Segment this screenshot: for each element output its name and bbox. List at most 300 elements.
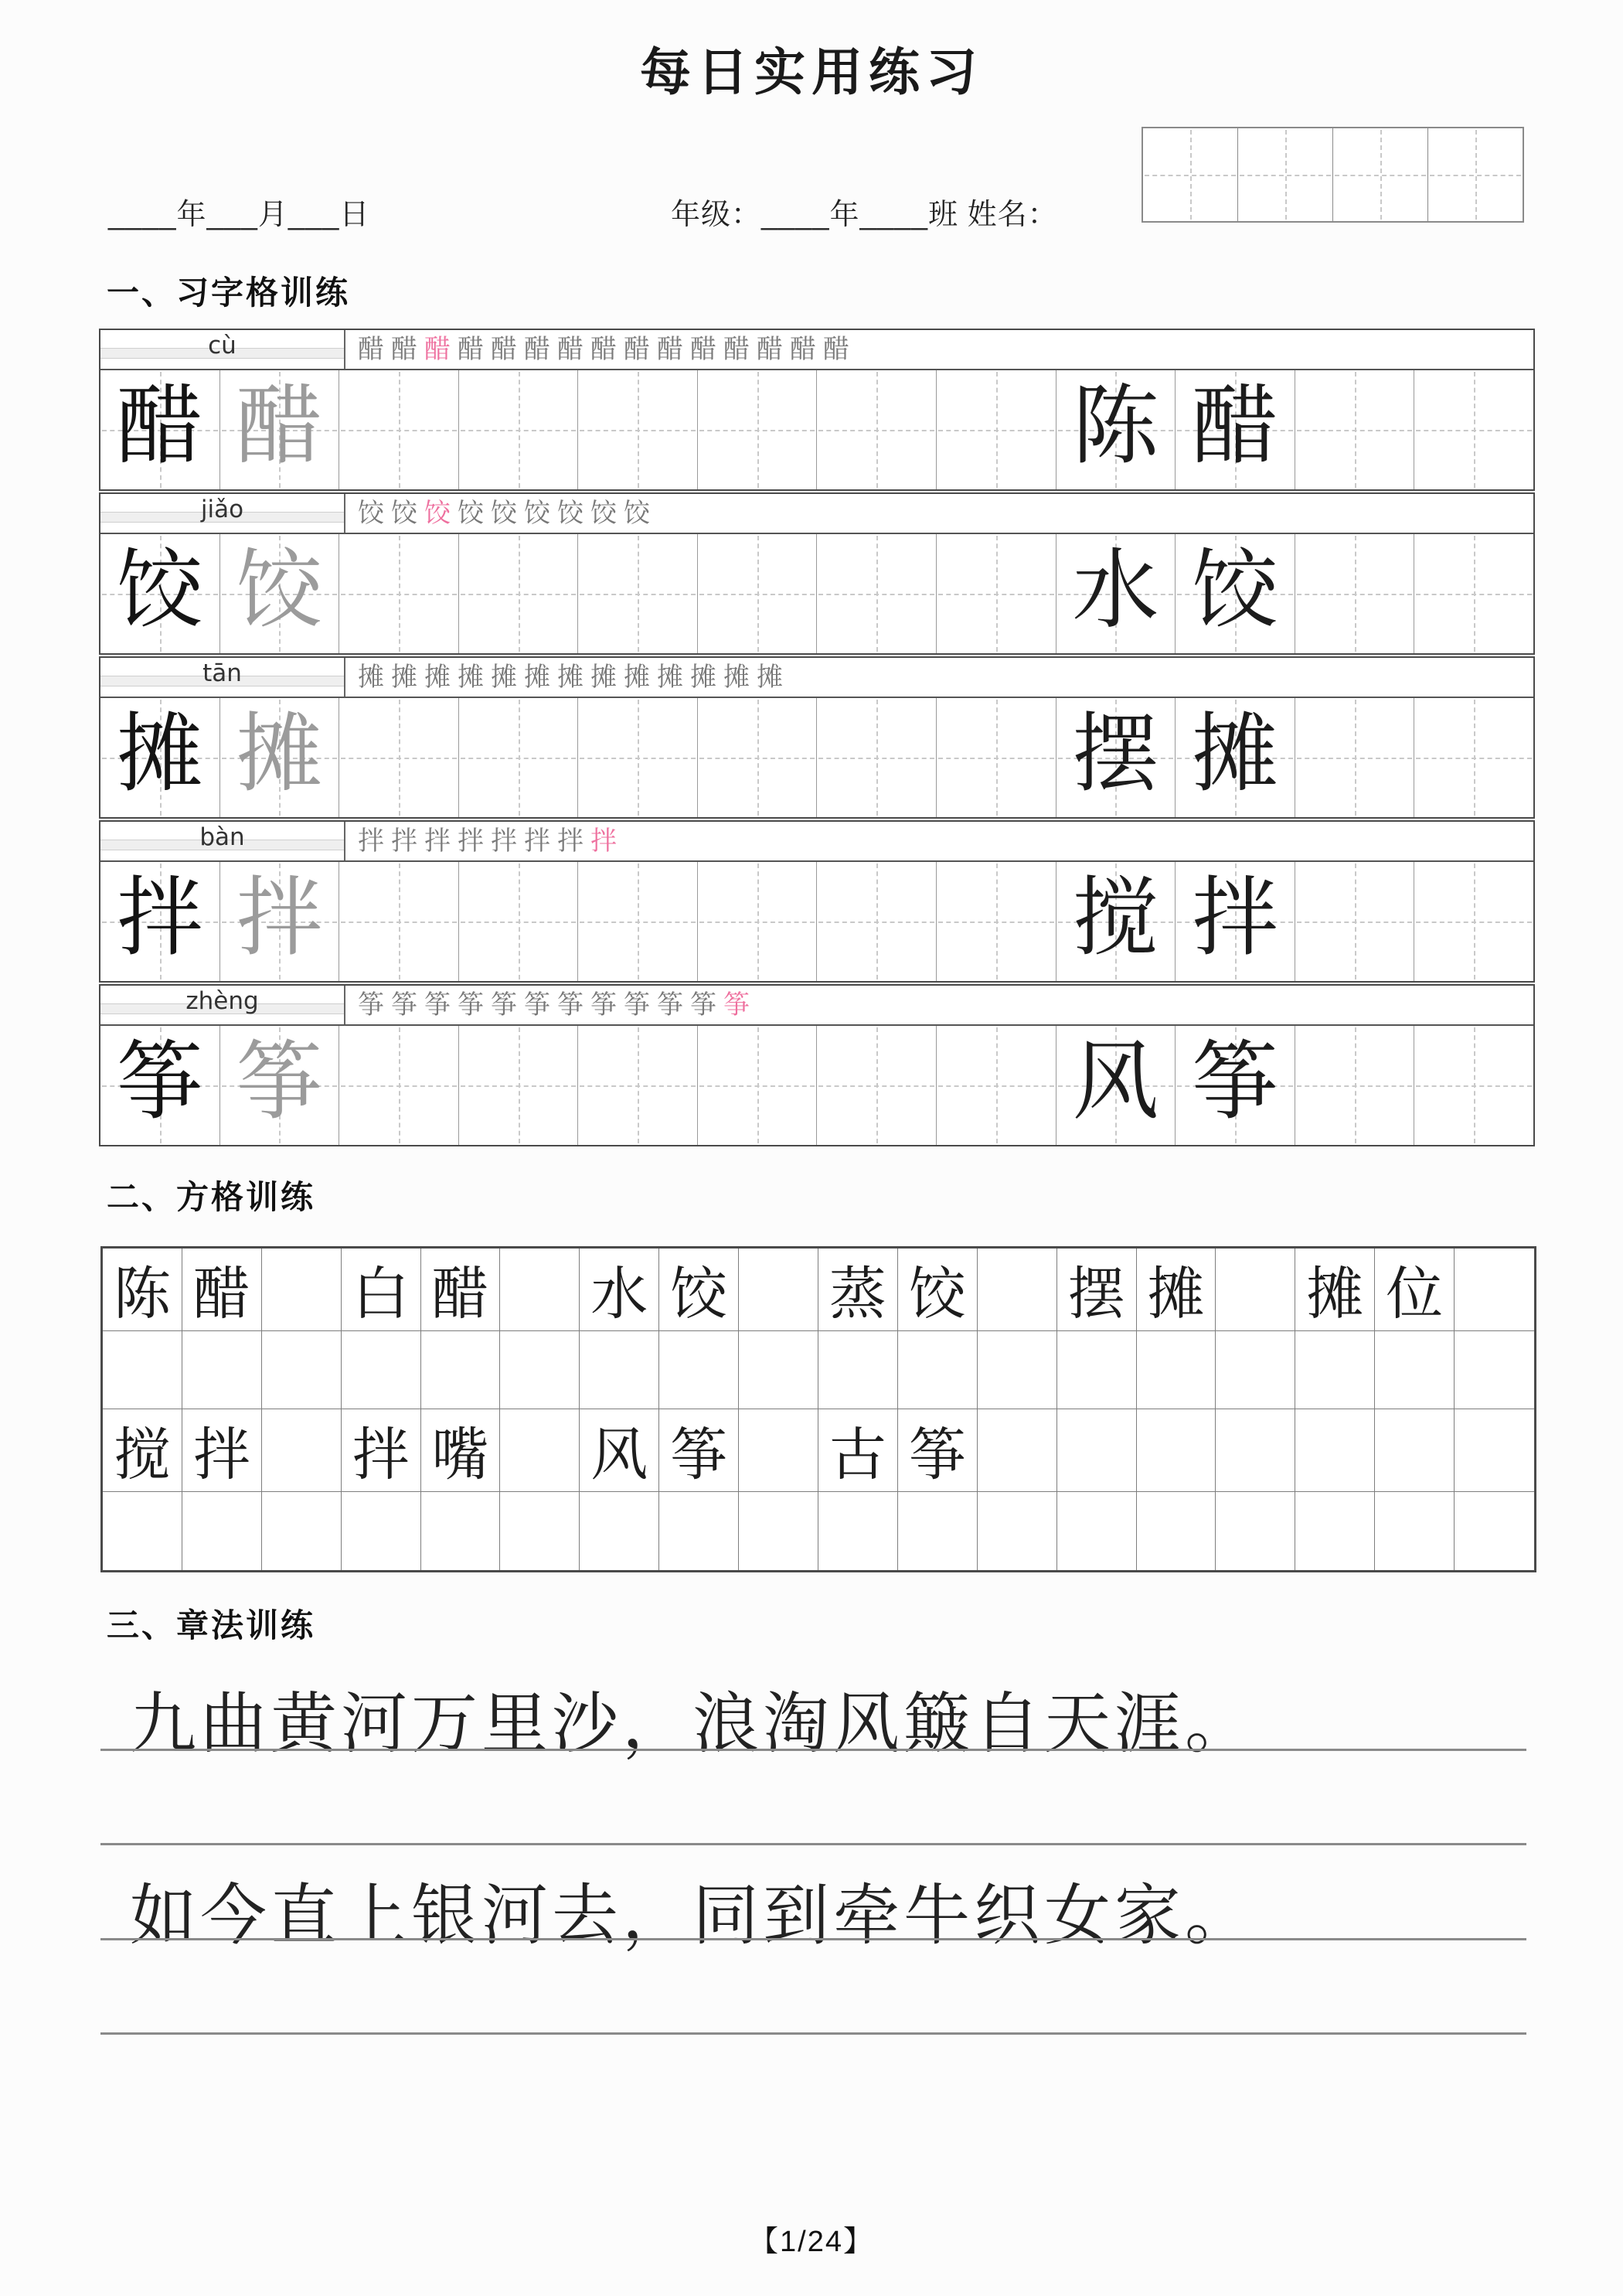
cell-horizontal-dashed-midline <box>1430 175 1521 176</box>
stroke-order-sequence <box>345 494 1533 533</box>
cell-horizontal-dashed-midline <box>1240 175 1331 176</box>
section2-title: 二、方格训练 <box>107 1179 316 1215</box>
stroke-step-6: 饺 <box>524 498 550 529</box>
practice-cell <box>1295 862 1415 981</box>
practice-cell <box>578 1026 698 1145</box>
stroke-step-5: 摊 <box>491 662 517 693</box>
practice-cell <box>1176 534 1295 653</box>
square-cell <box>262 1248 342 1331</box>
square-cell: 筝 <box>659 1409 739 1492</box>
cell-horizontal-dashed-midline <box>341 1085 457 1087</box>
square-cell <box>1137 1492 1216 1570</box>
writing-rule-line-4 <box>100 2032 1526 2035</box>
cell-horizontal-dashed-midline <box>580 594 696 595</box>
cell-horizontal-dashed-midline <box>818 594 934 595</box>
square-cell <box>898 1492 978 1570</box>
stroke-step-9: 筝 <box>624 990 650 1020</box>
pinyin-stroke-strip <box>100 822 1533 862</box>
square-cell <box>580 1492 659 1570</box>
square-cell <box>739 1331 818 1409</box>
writing-rule-line-1 <box>100 1749 1526 1751</box>
stroke-step-2: 筝 <box>391 990 417 1020</box>
square-cell <box>1057 1492 1137 1570</box>
practice-cell <box>937 1026 1056 1145</box>
pinyin-stroke-strip <box>100 330 1533 370</box>
cell-horizontal-dashed-midline <box>461 921 577 923</box>
square-cell <box>1455 1331 1534 1409</box>
practice-cells-row <box>100 1026 1533 1145</box>
square-cell: 陈 <box>103 1248 182 1331</box>
composition-sentence-2: 如今直上银河去，同到牵牛织女家。 <box>130 1877 1255 1954</box>
cell-horizontal-dashed-midline <box>1297 594 1413 595</box>
stroke-order-sequence <box>345 330 1533 369</box>
cell-horizontal-dashed-midline <box>818 1085 934 1087</box>
practice-block-拌 <box>99 820 1535 983</box>
stroke-step-3: 筝 <box>424 990 451 1020</box>
pinyin-cell <box>100 494 345 533</box>
pinyin-cell <box>100 658 345 697</box>
practice-cell <box>1056 370 1176 489</box>
stroke-step-3: 饺 <box>424 498 451 529</box>
practice-cell <box>1176 370 1295 489</box>
stroke-step-7: 醋 <box>557 334 584 365</box>
practice-character: 筝 <box>236 1031 323 1133</box>
stroke-step-9: 饺 <box>624 498 650 529</box>
pinyin-cell <box>100 330 345 369</box>
practice-cell <box>220 370 340 489</box>
pinyin-label: zhèng <box>185 987 259 1015</box>
cell-horizontal-dashed-midline <box>1416 758 1532 759</box>
practice-character: 醋 <box>1191 376 1278 477</box>
stroke-step-12: 筝 <box>723 990 750 1020</box>
practice-character: 摆 <box>1072 703 1159 805</box>
stroke-step-3: 醋 <box>424 334 451 365</box>
practice-cell <box>459 1026 579 1145</box>
stroke-step-5: 拌 <box>491 826 517 857</box>
practice-cell <box>339 862 459 981</box>
square-cell <box>182 1331 262 1409</box>
square-cell <box>103 1492 182 1570</box>
pinyin-cell <box>100 822 345 860</box>
square-cell: 位 <box>1375 1248 1455 1331</box>
practice-cell <box>100 534 220 653</box>
stroke-step-7: 饺 <box>557 498 584 529</box>
practice-block-饺 <box>99 492 1535 655</box>
cell-horizontal-dashed-midline <box>1297 758 1413 759</box>
square-cell: 搅 <box>103 1409 182 1492</box>
square-cell <box>659 1492 739 1570</box>
practice-character: 醋 <box>116 376 203 477</box>
square-cell <box>739 1409 818 1492</box>
practice-cell <box>817 862 937 981</box>
name-grid-cell <box>1428 128 1523 221</box>
name-grid-cell <box>1238 128 1333 221</box>
square-cell <box>500 1409 580 1492</box>
square-cell: 摊 <box>1137 1248 1216 1331</box>
page-title: 每日实用练习 <box>640 43 983 100</box>
practice-character: 水 <box>1072 540 1159 641</box>
cell-horizontal-dashed-midline <box>1297 430 1413 431</box>
cell-horizontal-dashed-midline <box>1335 175 1426 176</box>
practice-cell <box>698 698 818 817</box>
stroke-step-10: 醋 <box>657 334 683 365</box>
practice-cells-row <box>100 862 1533 981</box>
cell-horizontal-dashed-midline <box>818 921 934 923</box>
practice-cell <box>1295 370 1415 489</box>
practice-character: 摊 <box>116 703 203 805</box>
square-cell <box>500 1492 580 1570</box>
stroke-step-5: 醋 <box>491 334 517 365</box>
practice-block-摊 <box>99 656 1535 819</box>
practice-cell <box>1295 534 1415 653</box>
practice-cell <box>100 370 220 489</box>
cell-horizontal-dashed-midline <box>818 758 934 759</box>
stroke-step-13: 摊 <box>757 662 783 693</box>
cell-horizontal-dashed-midline <box>580 758 696 759</box>
stroke-step-11: 筝 <box>690 990 716 1020</box>
square-cell <box>1375 1492 1455 1570</box>
cell-horizontal-dashed-midline <box>341 921 457 923</box>
square-cell <box>818 1492 898 1570</box>
stroke-step-2: 拌 <box>391 826 417 857</box>
square-cell <box>1455 1409 1534 1492</box>
stroke-step-9: 摊 <box>624 662 650 693</box>
practice-cell <box>1295 1026 1415 1145</box>
cell-horizontal-dashed-midline <box>938 758 1054 759</box>
square-cell: 摊 <box>1295 1248 1375 1331</box>
practice-cell <box>100 862 220 981</box>
stroke-step-12: 醋 <box>723 334 750 365</box>
square-cell <box>1295 1409 1375 1492</box>
stroke-step-8: 醋 <box>590 334 617 365</box>
square-cell <box>500 1331 580 1409</box>
practice-cell <box>1176 862 1295 981</box>
square-cell <box>262 1331 342 1409</box>
square-cell <box>1455 1492 1534 1570</box>
square-cell <box>1295 1492 1375 1570</box>
stroke-step-3: 摊 <box>424 662 451 693</box>
square-cell <box>659 1331 739 1409</box>
stroke-step-11: 摊 <box>690 662 716 693</box>
practice-cell <box>459 862 579 981</box>
square-cell <box>342 1492 421 1570</box>
practice-block-醋 <box>99 329 1535 491</box>
square-cell: 筝 <box>898 1409 978 1492</box>
square-cell <box>818 1331 898 1409</box>
practice-cell <box>1176 1026 1295 1145</box>
square-cell <box>1057 1331 1137 1409</box>
cell-horizontal-dashed-midline <box>580 1085 696 1087</box>
stroke-step-2: 饺 <box>391 498 417 529</box>
pinyin-label: cù <box>208 332 236 359</box>
grade-class-name-line: 年级：____年____班 姓名： <box>671 199 1058 231</box>
practice-cell <box>698 862 818 981</box>
square-cell: 风 <box>580 1409 659 1492</box>
square-cell <box>1216 1492 1295 1570</box>
practice-cell <box>937 862 1056 981</box>
square-cell <box>103 1331 182 1409</box>
cell-horizontal-dashed-midline <box>938 594 1054 595</box>
stroke-step-1: 筝 <box>358 990 384 1020</box>
pinyin-stroke-strip <box>100 986 1533 1026</box>
stroke-step-8: 饺 <box>590 498 617 529</box>
square-cell <box>1057 1409 1137 1492</box>
practice-cell <box>578 698 698 817</box>
practice-character: 饺 <box>236 540 323 641</box>
practice-character: 拌 <box>116 867 203 969</box>
stroke-step-5: 筝 <box>491 990 517 1020</box>
practice-character: 醋 <box>236 376 323 477</box>
practice-cell <box>578 862 698 981</box>
practice-cell <box>817 534 937 653</box>
practice-cell <box>1414 1026 1533 1145</box>
square-cell <box>262 1492 342 1570</box>
stroke-step-1: 摊 <box>358 662 384 693</box>
practice-cell <box>220 1026 340 1145</box>
practice-cell <box>1056 698 1176 817</box>
stroke-step-4: 筝 <box>458 990 484 1020</box>
writing-rule-line-2 <box>100 1843 1526 1845</box>
practice-cell <box>1056 1026 1176 1145</box>
cell-horizontal-dashed-midline <box>699 594 815 595</box>
practice-character: 饺 <box>116 540 203 641</box>
practice-cell <box>100 698 220 817</box>
cell-horizontal-dashed-midline <box>1297 921 1413 923</box>
practice-cells-row <box>100 370 1533 489</box>
square-cell <box>978 1409 1057 1492</box>
practice-cell <box>459 370 579 489</box>
square-cell: 古 <box>818 1409 898 1492</box>
cell-horizontal-dashed-midline <box>938 1085 1054 1087</box>
stroke-step-6: 拌 <box>524 826 550 857</box>
practice-cell <box>698 534 818 653</box>
practice-character: 饺 <box>1191 540 1278 641</box>
pinyin-label: tān <box>202 659 242 687</box>
square-cell <box>978 1331 1057 1409</box>
stroke-step-3: 拌 <box>424 826 451 857</box>
practice-cell <box>220 862 340 981</box>
stroke-step-8: 摊 <box>590 662 617 693</box>
square-cell <box>342 1331 421 1409</box>
practice-cell <box>220 698 340 817</box>
cell-horizontal-dashed-midline <box>938 921 1054 923</box>
practice-cell <box>1414 862 1533 981</box>
practice-cell <box>1056 534 1176 653</box>
stroke-step-5: 饺 <box>491 498 517 529</box>
practice-cells-row <box>100 534 1533 653</box>
practice-cell <box>1414 698 1533 817</box>
practice-cell <box>1414 534 1533 653</box>
cell-horizontal-dashed-midline <box>341 430 457 431</box>
square-cell: 饺 <box>659 1248 739 1331</box>
practice-cell <box>937 370 1056 489</box>
stroke-step-7: 拌 <box>557 826 584 857</box>
square-cell: 摆 <box>1057 1248 1137 1331</box>
cell-horizontal-dashed-midline <box>1416 1085 1532 1087</box>
stroke-step-1: 拌 <box>358 826 384 857</box>
square-cell <box>1216 1331 1295 1409</box>
practice-cells-row <box>100 698 1533 817</box>
stroke-order-sequence <box>345 822 1533 860</box>
pinyin-stroke-strip <box>100 658 1533 698</box>
square-cell <box>1137 1331 1216 1409</box>
cell-horizontal-dashed-midline <box>1416 921 1532 923</box>
stroke-step-6: 醋 <box>524 334 550 365</box>
stroke-step-13: 醋 <box>757 334 783 365</box>
stroke-step-8: 筝 <box>590 990 617 1020</box>
practice-character: 筝 <box>116 1031 203 1133</box>
square-cell <box>1216 1409 1295 1492</box>
square-cell <box>500 1248 580 1331</box>
practice-cell <box>1176 698 1295 817</box>
name-writing-grid <box>1142 127 1524 223</box>
practice-character: 拌 <box>1191 867 1278 969</box>
practice-cell <box>817 1026 937 1145</box>
stroke-step-1: 醋 <box>358 334 384 365</box>
stroke-step-8: 拌 <box>590 826 617 857</box>
square-cell <box>580 1331 659 1409</box>
name-grid-cell <box>1143 128 1238 221</box>
practice-cell <box>698 1026 818 1145</box>
pinyin-label: jiǎo <box>200 496 244 523</box>
cell-horizontal-dashed-midline <box>580 921 696 923</box>
stroke-step-12: 摊 <box>723 662 750 693</box>
practice-cell <box>817 370 937 489</box>
square-cell: 醋 <box>182 1248 262 1331</box>
stroke-step-2: 醋 <box>391 334 417 365</box>
square-cell: 嘴 <box>421 1409 501 1492</box>
practice-character: 摊 <box>236 703 323 805</box>
cell-horizontal-dashed-midline <box>461 430 577 431</box>
stroke-step-4: 醋 <box>458 334 484 365</box>
square-cell <box>1216 1248 1295 1331</box>
cell-horizontal-dashed-midline <box>1416 594 1532 595</box>
cell-horizontal-dashed-midline <box>699 1085 815 1087</box>
practice-character: 陈 <box>1072 376 1159 477</box>
cell-horizontal-dashed-midline <box>580 430 696 431</box>
square-training-grid <box>100 1246 1536 1572</box>
practice-cell <box>698 370 818 489</box>
cell-horizontal-dashed-midline <box>461 758 577 759</box>
square-cell <box>739 1492 818 1570</box>
square-cell: 水 <box>580 1248 659 1331</box>
stroke-step-7: 筝 <box>557 990 584 1020</box>
cell-horizontal-dashed-midline <box>818 430 934 431</box>
practice-cell <box>100 1026 220 1145</box>
cell-horizontal-dashed-midline <box>461 1085 577 1087</box>
cell-horizontal-dashed-midline <box>699 758 815 759</box>
page-number: 【1/24】 <box>749 2226 874 2258</box>
square-cell <box>1375 1331 1455 1409</box>
stroke-step-6: 摊 <box>524 662 550 693</box>
practice-cell <box>817 698 937 817</box>
practice-block-筝 <box>99 984 1535 1146</box>
square-cell: 蒸 <box>818 1248 898 1331</box>
square-cell <box>182 1492 262 1570</box>
practice-cell <box>339 534 459 653</box>
stroke-step-7: 摊 <box>557 662 584 693</box>
practice-character: 筝 <box>1191 1031 1278 1133</box>
pinyin-label: bàn <box>199 823 245 851</box>
writing-rule-line-3 <box>100 1938 1526 1940</box>
cell-horizontal-dashed-midline <box>699 430 815 431</box>
square-cell: 拌 <box>342 1409 421 1492</box>
square-cell: 醋 <box>421 1248 501 1331</box>
practice-character: 拌 <box>236 867 323 969</box>
section3-title: 三、章法训练 <box>107 1607 316 1644</box>
practice-cell <box>1414 370 1533 489</box>
stroke-order-sequence <box>345 986 1533 1024</box>
practice-character: 风 <box>1072 1031 1159 1133</box>
square-cell <box>1455 1248 1534 1331</box>
cell-horizontal-dashed-midline <box>461 594 577 595</box>
stroke-step-10: 筝 <box>657 990 683 1020</box>
stroke-step-10: 摊 <box>657 662 683 693</box>
cell-horizontal-dashed-midline <box>1297 1085 1413 1087</box>
practice-cell <box>339 698 459 817</box>
practice-character: 摊 <box>1191 703 1278 805</box>
date-blank-line: ____年___月___日 <box>108 199 370 231</box>
practice-cell <box>459 534 579 653</box>
stroke-step-4: 饺 <box>458 498 484 529</box>
section1-title: 一、习字格训练 <box>107 274 351 311</box>
cell-horizontal-dashed-midline <box>1416 430 1532 431</box>
square-cell: 拌 <box>182 1409 262 1492</box>
practice-cell <box>220 534 340 653</box>
square-cell <box>421 1492 501 1570</box>
cell-horizontal-dashed-midline <box>938 430 1054 431</box>
stroke-step-4: 摊 <box>458 662 484 693</box>
stroke-order-sequence <box>345 658 1533 697</box>
cell-horizontal-dashed-midline <box>699 921 815 923</box>
practice-cell <box>1295 698 1415 817</box>
stroke-step-2: 摊 <box>391 662 417 693</box>
square-cell <box>978 1492 1057 1570</box>
practice-cell <box>937 534 1056 653</box>
practice-cell <box>339 370 459 489</box>
square-cell <box>262 1409 342 1492</box>
stroke-step-4: 拌 <box>458 826 484 857</box>
practice-cell <box>1056 862 1176 981</box>
pinyin-cell <box>100 986 345 1024</box>
square-cell <box>1295 1331 1375 1409</box>
square-cell <box>1137 1409 1216 1492</box>
name-grid-cell <box>1333 128 1428 221</box>
stroke-step-9: 醋 <box>624 334 650 365</box>
pinyin-stroke-strip <box>100 494 1533 534</box>
stroke-step-14: 醋 <box>790 334 816 365</box>
square-cell: 饺 <box>898 1248 978 1331</box>
practice-cell <box>578 370 698 489</box>
square-cell <box>739 1248 818 1331</box>
composition-sentence-1: 九曲黄河万里沙，浪淘风簸自天涯。 <box>130 1685 1255 1763</box>
practice-cell <box>937 698 1056 817</box>
square-cell <box>898 1331 978 1409</box>
practice-cell <box>339 1026 459 1145</box>
cell-horizontal-dashed-midline <box>341 594 457 595</box>
practice-character: 搅 <box>1072 867 1159 969</box>
stroke-step-1: 饺 <box>358 498 384 529</box>
stroke-step-15: 醋 <box>823 334 849 365</box>
square-cell <box>978 1248 1057 1331</box>
cell-horizontal-dashed-midline <box>1145 175 1236 176</box>
stroke-step-6: 筝 <box>524 990 550 1020</box>
stroke-step-11: 醋 <box>690 334 716 365</box>
cell-horizontal-dashed-midline <box>341 758 457 759</box>
practice-cell <box>578 534 698 653</box>
square-cell: 白 <box>342 1248 421 1331</box>
square-cell <box>1375 1409 1455 1492</box>
